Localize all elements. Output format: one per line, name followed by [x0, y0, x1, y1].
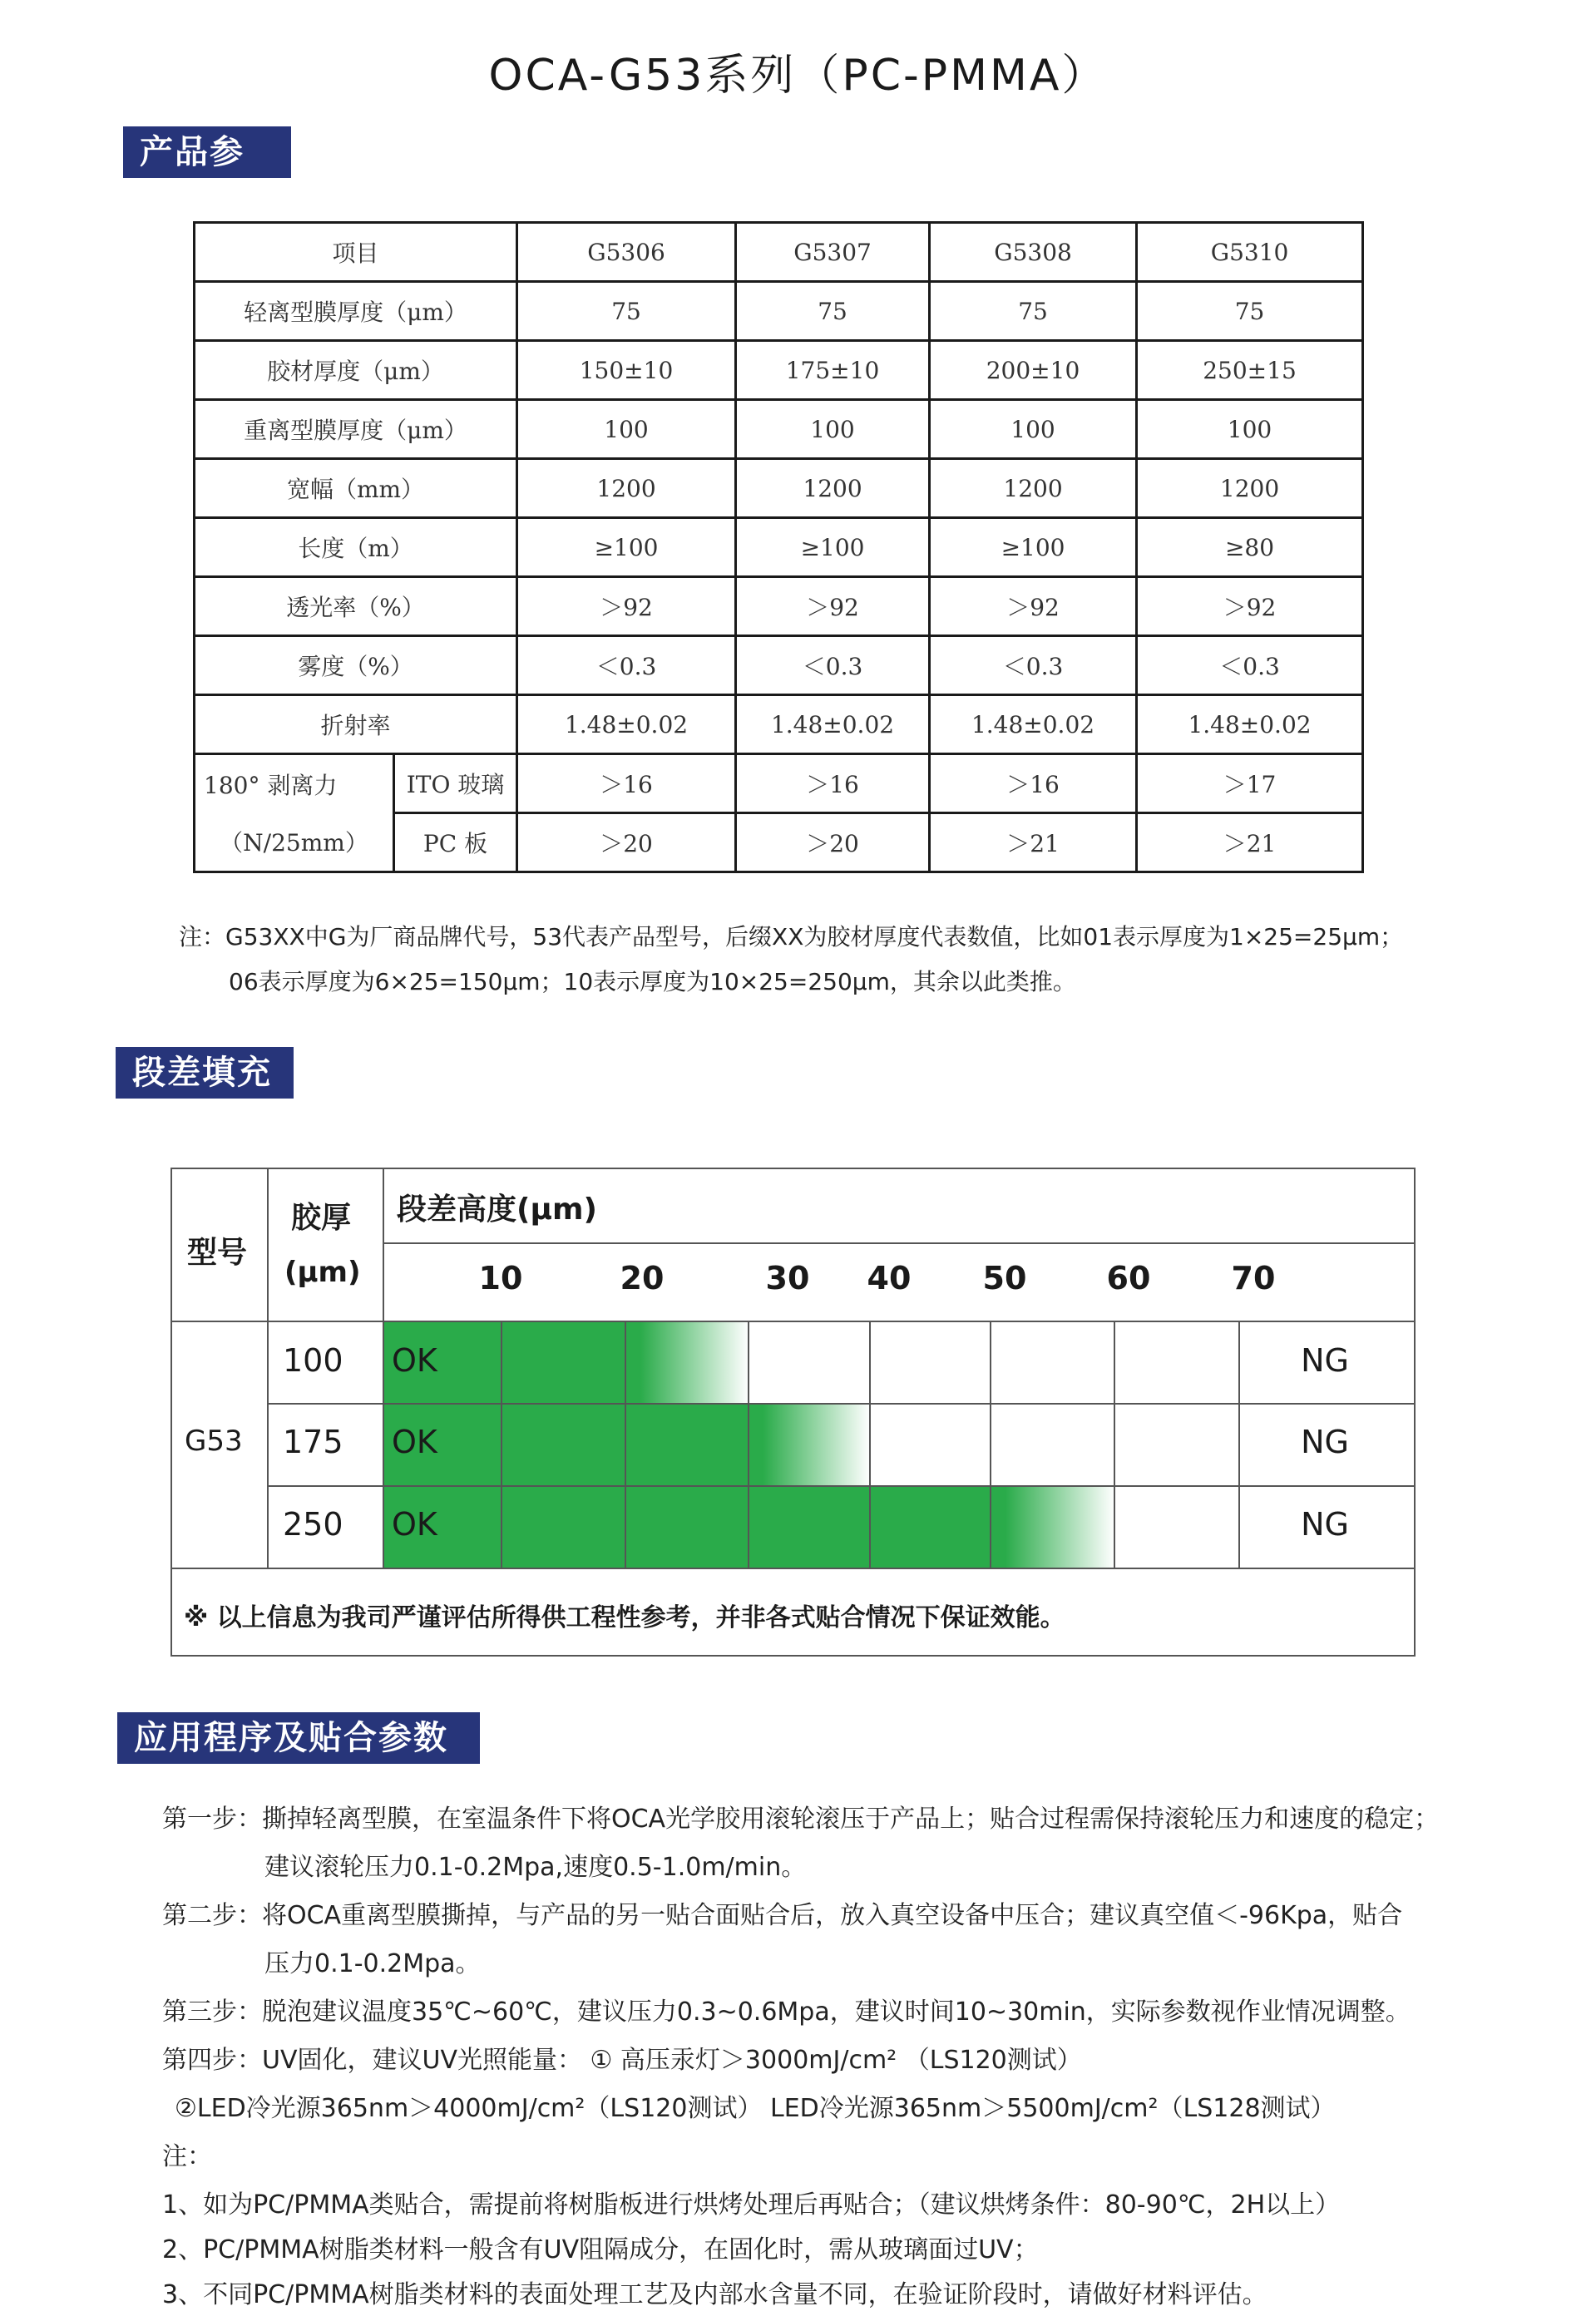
- spec-row: [195, 695, 1363, 754]
- spec-cell: 75: [1137, 282, 1363, 341]
- spec-row: [195, 282, 1363, 341]
- spec-row-label: 透光率（%）: [195, 577, 517, 636]
- spec-row-label: 胶材厚度（μm）: [195, 341, 517, 400]
- note-item-3: 3、不同PC/PMMA树脂类材料的表面处理工艺及内部水含量不同，在验证阶段时，请做好材料评估。: [162, 2280, 1267, 2309]
- grid-line: [267, 1485, 1416, 1487]
- spec-header-item: 项目: [195, 223, 517, 282]
- spec-cell: 1200: [1137, 459, 1363, 518]
- peel-sub-ito: ITO 玻璃: [394, 754, 517, 813]
- spec-cell: 75: [517, 282, 736, 341]
- spec-cell: ＞17: [1137, 754, 1363, 813]
- spec-cell: ＜0.3: [1137, 636, 1363, 695]
- note-item-2: 2、PC/PMMA树脂类材料一般含有UV阻隔成分，在固化时，需从玻璃面过UV；: [162, 2235, 1039, 2264]
- spec-cell: 100: [930, 400, 1137, 459]
- spec-header-g5310: G5310: [1137, 223, 1363, 282]
- grid-line: [990, 1321, 991, 1568]
- spec-row: [195, 400, 1363, 459]
- step2-line1: 第二步：将OCA重离型膜撕掉，与产品的另一贴合面贴合后，放入真空设备中压合；建议真空值＜-96Kpa，贴合: [162, 1901, 1403, 1930]
- spec-cell: ≥100: [930, 518, 1137, 577]
- grid-line: [267, 1403, 1416, 1405]
- ok-cell: [625, 1404, 749, 1486]
- grid-line: [1114, 1321, 1115, 1568]
- spec-header-g5306: G5306: [517, 223, 736, 282]
- step-fill-table: [170, 1168, 1416, 1657]
- transition-cell: [625, 1322, 749, 1404]
- spec-cell: ＞20: [736, 813, 930, 872]
- ok-cell: [870, 1486, 991, 1568]
- spec-cell: ＜0.3: [517, 636, 736, 695]
- spec-cell: ＜0.3: [930, 636, 1137, 695]
- note-title: 注：: [162, 2142, 212, 2171]
- ok-cell: [625, 1486, 749, 1568]
- tick-label: 70: [1231, 1260, 1276, 1296]
- step1-line1: 第一步：撕掉轻离型膜，在室温条件下将OCA光学胶用滚轮滚压于产品上；贴合过程需保持滚轮压力和速度的稳定；: [162, 1805, 1440, 1834]
- tick-label: 60: [1106, 1260, 1151, 1296]
- spec-cell: 1200: [930, 459, 1137, 518]
- spec-cell: ＞20: [517, 813, 736, 872]
- spec-cell: ≥80: [1137, 518, 1363, 577]
- ng-label: NG: [1301, 1342, 1349, 1379]
- spec-cell: 1.48±0.02: [930, 695, 1137, 754]
- tick-label: 50: [982, 1260, 1027, 1296]
- spec-row-label: 宽幅（mm）: [195, 459, 517, 518]
- ok-cell: [502, 1486, 625, 1568]
- spec-note-line1: 注：G53XX中G为厂商品牌代号，53代表产品型号，后缀XX为胶材厚度代表数值，比如01表示厚度为1×25=25μm；: [179, 923, 1404, 951]
- spec-header-g5307: G5307: [736, 223, 930, 282]
- spec-cell: 175±10: [736, 341, 930, 400]
- step4-line2: ②LED冷光源365nm＞4000mJ/cm²（LS120测试） LED冷光源365nm＞5500mJ/cm²（LS128测试）: [175, 2094, 1336, 2123]
- thickness-value: 100: [283, 1342, 343, 1379]
- spec-cell: ＞92: [930, 577, 1137, 636]
- ok-cell: [502, 1322, 625, 1404]
- spec-cell: ＞92: [736, 577, 930, 636]
- spec-cell: ＞21: [930, 813, 1137, 872]
- ok-label: OK: [392, 1506, 437, 1543]
- grid-line: [625, 1321, 626, 1568]
- grid-line: [748, 1321, 749, 1568]
- spec-cell: 100: [517, 400, 736, 459]
- ok-label: OK: [392, 1342, 437, 1379]
- spec-cell: ＞16: [930, 754, 1137, 813]
- peel-label-line1: 180° 剥离力: [195, 754, 394, 813]
- section-header-params: 产品参数: [123, 126, 291, 178]
- spec-row-label: 重离型膜厚度（μm）: [195, 400, 517, 459]
- model-header: 型号: [187, 1236, 248, 1270]
- spec-row-label: 长度（m）: [195, 518, 517, 577]
- step4-line1: 第四步：UV固化，建议UV光照能量： ① 高压汞灯＞3000mJ/cm² （LS120测试）: [162, 2046, 1082, 2075]
- spec-cell: 75: [736, 282, 930, 341]
- spec-cell: 100: [736, 400, 930, 459]
- spec-cell: 1200: [517, 459, 736, 518]
- ok-cell: [502, 1404, 625, 1486]
- spec-cell: ＞21: [1137, 813, 1363, 872]
- spec-row-peel-pc: [195, 813, 1363, 872]
- thickness-header-line2: (μm): [284, 1256, 361, 1289]
- transition-cell: [991, 1486, 1114, 1568]
- transition-cell: [749, 1404, 870, 1486]
- spec-note-line2: 06表示厚度为6×25=150μm；10表示厚度为10×25=250μm，其余以此类推。: [229, 968, 1076, 995]
- step-height-header: 段差高度(μm): [397, 1193, 597, 1227]
- note-item-1: 1、如为PC/PMMA类贴合，需提前将树脂板进行烘烤处理后再贴合；（建议烘烤条件：80-90℃，2H以上）: [162, 2190, 1341, 2220]
- spec-cell: 100: [1137, 400, 1363, 459]
- step1-line2: 建议滚轮压力0.1-0.2Mpa,速度0.5-1.0m/min。: [264, 1853, 807, 1882]
- spec-row-label: 雾度（%）: [195, 636, 517, 695]
- spec-row: [195, 518, 1363, 577]
- spec-cell: ＞92: [517, 577, 736, 636]
- spec-row-peel-ito: [195, 754, 1363, 813]
- spec-cell: 150±10: [517, 341, 736, 400]
- grid-line: [1238, 1321, 1240, 1568]
- spec-row-label: 折射率: [195, 695, 517, 754]
- page-title: OCA-G53系列（PC-PMMA）: [488, 51, 1108, 101]
- spec-cell: ＜0.3: [736, 636, 930, 695]
- spec-cell: ＞92: [1137, 577, 1363, 636]
- ng-label: NG: [1301, 1424, 1349, 1460]
- spec-row: [195, 459, 1363, 518]
- step2-line2: 压力0.1-0.2Mpa。: [264, 1949, 481, 1978]
- tick-label: 20: [620, 1260, 665, 1296]
- spec-cell: 75: [930, 282, 1137, 341]
- grid-line: [383, 1169, 384, 1568]
- spec-cell: ≥100: [517, 518, 736, 577]
- spec-cell: ≥100: [736, 518, 930, 577]
- spec-header-g5308: G5308: [930, 223, 1137, 282]
- grid-line: [383, 1242, 1416, 1244]
- spec-cell: 1.48±0.02: [1137, 695, 1363, 754]
- spec-cell: 200±10: [930, 341, 1137, 400]
- grid-line: [267, 1169, 269, 1568]
- peel-sub-pc: PC 板: [394, 813, 517, 872]
- model-name: G53: [185, 1425, 243, 1458]
- spec-cell: ＞16: [736, 754, 930, 813]
- spec-cell: 1.48±0.02: [736, 695, 930, 754]
- spec-row: [195, 577, 1363, 636]
- step-table-footer: ※ 以上信息为我司严谨评估所得供工程性参考，并非各式贴合情况下保证效能。: [184, 1603, 1065, 1632]
- spec-cell: 1200: [736, 459, 930, 518]
- peel-label-line2: （N/25mm）: [195, 813, 394, 872]
- spec-cell: 1.48±0.02: [517, 695, 736, 754]
- section-header-application: 应用程序及贴合参数: [117, 1712, 480, 1764]
- grid-line: [172, 1321, 1416, 1322]
- thickness-value: 175: [283, 1424, 343, 1460]
- tick-label: 40: [867, 1260, 912, 1296]
- grid-line: [172, 1568, 1416, 1569]
- ng-label: NG: [1301, 1506, 1349, 1543]
- spec-cell: 250±15: [1137, 341, 1363, 400]
- section-header-step-fill: 段差填充: [116, 1047, 294, 1099]
- step3-line: 第三步：脱泡建议温度35℃~60℃，建议压力0.3~0.6Mpa，建议时间10~30min，实际参数视作业情况调整。: [162, 1997, 1411, 2027]
- spec-row-label: 轻离型膜厚度（μm）: [195, 282, 517, 341]
- spec-row: [195, 636, 1363, 695]
- grid-line: [501, 1321, 502, 1568]
- tick-label: 30: [765, 1260, 810, 1296]
- spec-table: [193, 221, 1364, 873]
- thickness-header-line1: 胶厚: [291, 1201, 352, 1235]
- spec-header-row: [195, 223, 1363, 282]
- spec-cell: ＞16: [517, 754, 736, 813]
- grid-line: [869, 1321, 871, 1568]
- tick-label: 10: [478, 1260, 523, 1296]
- ok-label: OK: [392, 1424, 437, 1460]
- ok-cell: [749, 1486, 870, 1568]
- spec-row: [195, 341, 1363, 400]
- thickness-value: 250: [283, 1506, 343, 1543]
